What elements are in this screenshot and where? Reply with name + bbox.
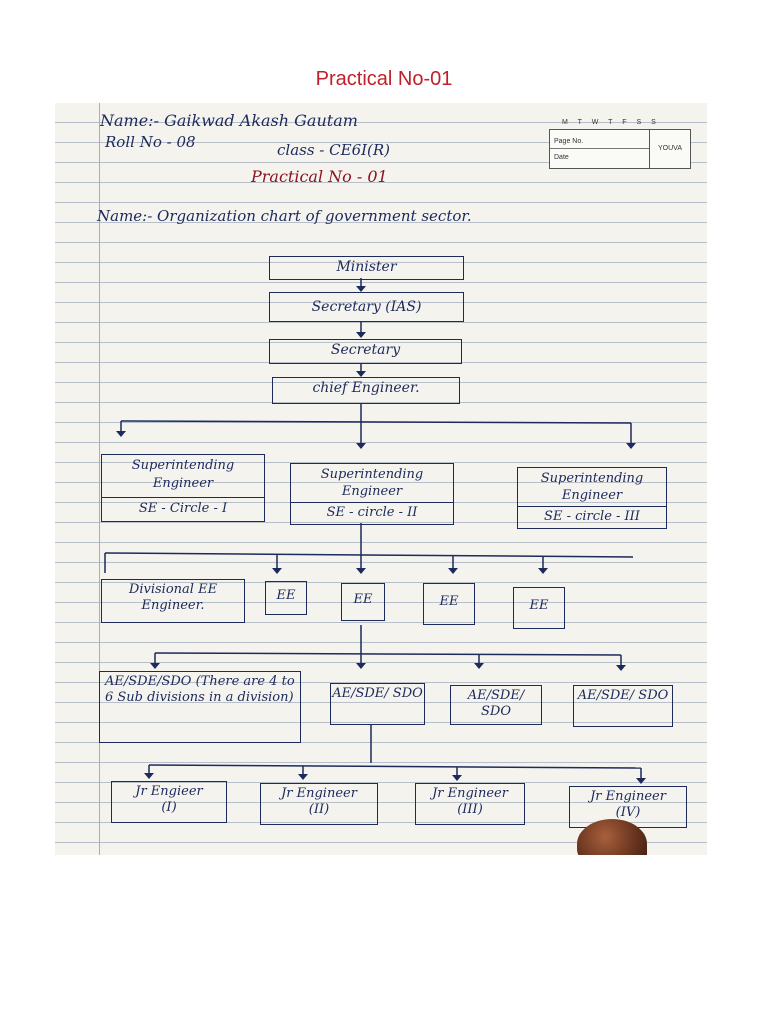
se-circle: SE - circle - II <box>291 502 453 521</box>
jr-title: Jr Engineer <box>590 789 666 804</box>
stamp-date: Date <box>554 154 569 161</box>
jr-number: (II) <box>308 802 330 817</box>
page-title: Practical No-01 <box>315 68 453 90</box>
jr-title: Jr Engieer <box>135 784 203 799</box>
stamp-page-no: Page No. <box>554 138 584 145</box>
ee-box-2: EE <box>341 583 385 621</box>
stamp-days: M T W T F S S <box>562 119 660 126</box>
divisional-ee-box: Divisional EE Engineer. <box>101 579 245 623</box>
jr-title: Jr Engineer <box>281 786 357 801</box>
stamp-brand: YOUVA <box>649 130 690 168</box>
student-name: Name:- Gaikwad Akash Gautam <box>100 111 358 130</box>
ee-box-3: EE <box>423 583 475 625</box>
superintending-engineer-1 <box>101 454 265 522</box>
jr-title: Jr Engineer <box>432 786 508 801</box>
ee-box-1: EE <box>265 581 307 615</box>
secretary-ias-box: Secretary (IAS) <box>269 292 464 322</box>
roll-number: Roll No - 08 <box>105 133 196 151</box>
se-circle: SE - circle - III <box>518 506 666 525</box>
jr-engineer-1 <box>111 781 227 823</box>
se-circle: SE - Circle - I <box>102 497 264 518</box>
class-label: class - CE6I(R) <box>277 141 391 159</box>
ee-box-4: EE <box>513 587 565 629</box>
se-title: Superintending Engineer <box>320 467 424 499</box>
ae-sde-sdo-box-1: AE/SDE/SDO (There are 4 to 6 Sub divisions in a division) <box>99 671 301 743</box>
se-title: Superintending Engineer <box>540 471 644 503</box>
practical-heading: Practical No - 01 <box>251 167 388 186</box>
se-title: Superintending Engineer <box>131 458 235 491</box>
jr-number: (IV) <box>615 805 641 820</box>
jr-number: (I) <box>161 800 177 815</box>
jr-number: (III) <box>457 802 483 817</box>
chief-engineer-box: chief Engineer. <box>272 377 460 404</box>
ae-sde-sdo-box-3: AE/SDE/ SDO <box>450 685 542 725</box>
superintending-engineer-2 <box>290 463 454 525</box>
ae-sde-sdo-box-4: AE/SDE/ SDO <box>573 685 673 727</box>
ae-sde-sdo-box-2: AE/SDE/ SDO <box>330 683 425 725</box>
jr-engineer-2 <box>260 783 378 825</box>
notebook-photo <box>55 103 707 855</box>
minister-box: Minister <box>269 256 464 280</box>
superintending-engineer-3 <box>517 467 667 529</box>
topic-line: Name:- Organization chart of government sector. <box>97 207 472 225</box>
jr-engineer-3 <box>415 783 525 825</box>
secretary-box: Secretary <box>269 339 462 364</box>
